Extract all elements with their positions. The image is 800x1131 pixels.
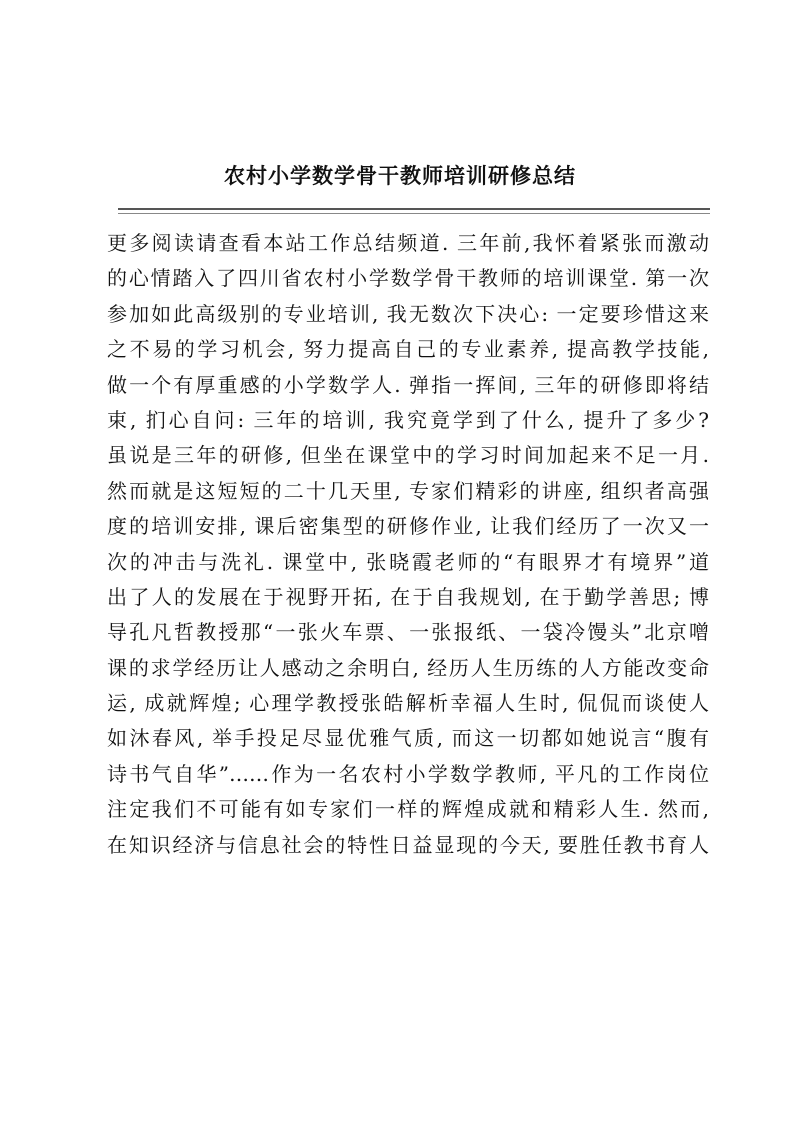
text-line: 更多阅读请查看本站工作总结频道. 三年前,我怀着紧张而激动 bbox=[107, 231, 709, 255]
text-line: 如沐春风, 举手投足尽显优雅气质, 而这一切都如她说言“腹有 bbox=[107, 726, 709, 751]
text-line: 次的冲击与洗礼. 课堂中, 张晓霞老师的“有眼界才有境界”道 bbox=[107, 549, 709, 574]
text-line: 参加如此高级别的专业培训, 我无数次下决心: 一定要珍惜这来 bbox=[107, 301, 709, 326]
text-line: 然而就是这短短的二十几天里, 专家们精彩的讲座, 组织者高强 bbox=[107, 478, 709, 503]
text-line: 虽说是三年的研修, 但坐在课堂中的学习时间加起来不足一月. bbox=[107, 443, 709, 468]
text-line: 运, 成就辉煌; 心理学教授张皓解析幸福人生时, 侃侃而谈使人 bbox=[107, 691, 709, 716]
text-line: 导孔凡哲教授那“一张火车票、一张报纸、一袋冷馒头”北京噌 bbox=[107, 620, 709, 645]
text-line: 注定我们不可能有如专家们一样的辉煌成就和精彩人生. 然而, bbox=[107, 797, 709, 822]
title-divider-thin bbox=[118, 213, 710, 214]
text-line: 在知识经济与信息社会的特性日益显现的今天, 要胜任教书育人 bbox=[107, 832, 709, 857]
document-title: 农村小学数学骨干教师培训研修总结 bbox=[224, 163, 576, 188]
title-divider-thick bbox=[118, 208, 710, 210]
text-line: 的心情踏入了四川省农村小学数学骨干教师的培训课堂. 第一次 bbox=[107, 266, 709, 291]
body-text bbox=[107, 226, 709, 863]
text-line: 做一个有厚重感的小学数学人. 弹指一挥间, 三年的研修即将结 bbox=[107, 372, 709, 397]
text-line: 出了人的发展在于视野开拓, 在于自我规划, 在于勤学善思; 博 bbox=[107, 584, 709, 609]
text-line: 之不易的学习机会, 努力提高自己的专业素养, 提高教学技能, bbox=[107, 337, 709, 362]
text-line: 诗书气自华”……作为一名农村小学数学教师, 平凡的工作岗位 bbox=[107, 761, 709, 786]
text-line: 度的培训安排, 课后密集型的研修作业, 让我们经历了一次又一 bbox=[107, 514, 709, 539]
text-line: 课的求学经历让人感动之余明白, 经历人生历练的人方能改变命 bbox=[107, 655, 709, 680]
text-line: 束, 扪心自问: 三年的培训, 我究竟学到了什么, 提升了多少? bbox=[107, 407, 709, 432]
